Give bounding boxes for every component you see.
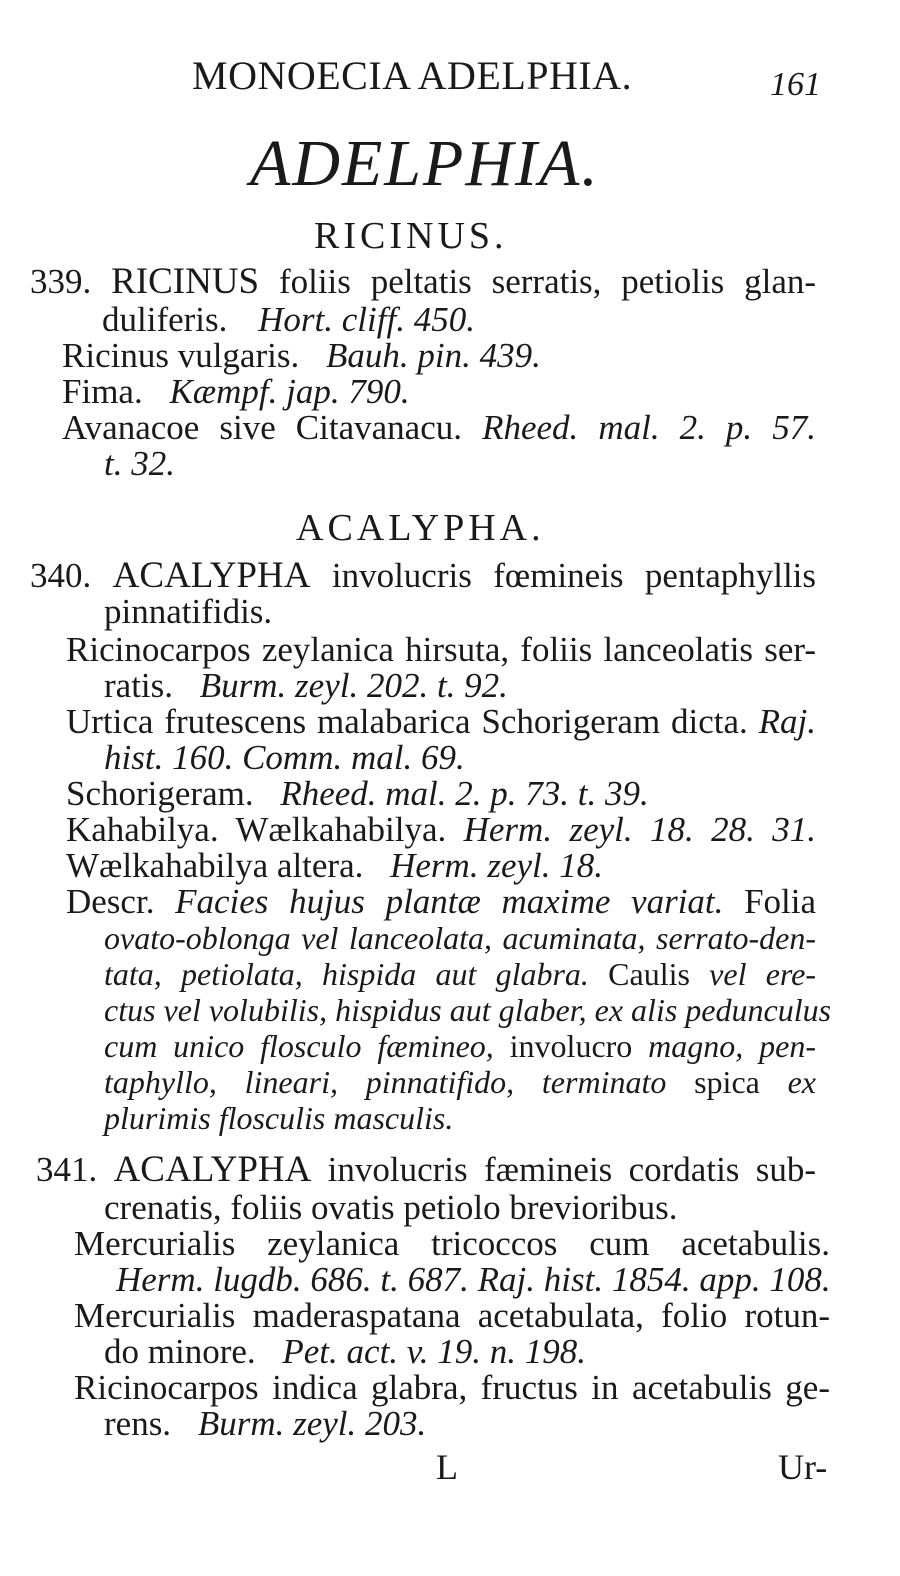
reference-continuation: t. 32. [104,444,175,483]
synonym-name: Wælkahabilya altera. [66,846,364,885]
synonym-line [62,408,816,448]
reference: Kæmpf. jap. 790. [169,372,410,411]
synonym-name: Kahabilya. Wælkahabilya. [66,810,447,849]
description-text: Folia [744,882,817,921]
species-341-line-2: crenatis, foliis ovatis petiolo brevioribus. [104,1188,678,1227]
synonym-line [66,702,816,742]
genus-heading-acalypha: ACALYPHA. [296,507,545,549]
reference: Raj. [758,702,816,741]
species-name: ACALYPHA [112,555,311,596]
species-339-line-2 [102,300,475,340]
catchword: Ur- [778,1447,828,1487]
synonym-line: Mercurialis zeylanica tricoccos cum acetabulis. [74,1224,830,1263]
synonym-name: Ricinus vulgaris. [62,336,300,375]
reference: Rheed. mal. 2. p. 57. [482,408,816,447]
species-number: 340. [30,556,92,595]
class-title: ADELPHIA. [250,127,600,200]
synonym-line: Ricinocarpos indica glabra, fructus in acetabulis ge- [74,1368,830,1407]
synonym-line: Mercurialis maderaspatana acetabulata, folio rotun- [74,1296,830,1335]
description-text: ex [787,1064,816,1100]
reference: Herm. zeyl. 18. 28. 31. [463,810,817,849]
page-number: 161 [770,66,821,103]
species-number: 339. [30,262,92,301]
description-text: cum unico flosculo fæmineo, [104,1028,494,1064]
synonym-line [62,336,541,376]
synonym-line: Ricinocarpos zeylanica hirsuta, foliis lanceolatis ser- [66,630,816,669]
species-number: 341. [36,1150,98,1189]
description-line [66,882,816,922]
description-text: magno, pen- [648,1028,817,1064]
description-text: taphyllo, lineari, pinnatifido, terminato [104,1064,667,1100]
species-339-line-1 [30,262,816,302]
species-diagnosis: involucris fœmineis pentaphyllis [331,556,817,595]
species-341-line-1 [36,1150,816,1190]
species-name: ACALYPHA [113,1149,312,1190]
reference: Burm. zeyl. 202. t. 92. [199,666,508,705]
synonym-line [66,846,603,886]
species-diagnosis: involucris fæmineis cordatis sub- [327,1150,817,1189]
signature-mark: L [436,1447,458,1487]
reference: Rheed. mal. 2. p. 73. t. 39. [280,774,649,813]
reference: Bauh. pin. 439. [325,336,541,375]
species-name: RICINUS [111,261,260,302]
synonym-name: ratis. [104,666,174,705]
synonym-line [104,1332,586,1372]
synonym-line [66,774,649,814]
description-text: Caulis [608,956,690,992]
synonym-name: do minore. [104,1332,256,1371]
reference: Burm. zeyl. 203. [197,1404,427,1443]
genus-heading-ricinus: RICINUS. [314,215,508,257]
species-diagnosis-cont: duliferis. [102,300,228,339]
reference-continuation: hist. 160. Comm. mal. 69. [104,738,465,777]
species-340-line-2: pinnatifidis. [104,592,273,631]
reference: Hort. cliff. 450. [258,300,475,339]
reference: Pet. act. v. 19. n. 198. [282,1332,586,1371]
reference: Herm. zeyl. 18. [390,846,603,885]
species-340-line-1 [30,556,816,596]
synonym-line [104,1404,426,1444]
description-line [104,1062,816,1102]
synonym-name: Urtica frutescens malabarica Schorigeram dicta. [66,702,748,741]
synonym-line [66,810,816,850]
description-label: Descr. [66,882,155,921]
description-line: ovato-oblonga vel lanceolata, acuminata, serrato-den- [104,920,816,956]
description-line [104,1026,816,1066]
description-line [104,954,816,994]
description-line: ctus vel volubilis, hispidus aut glaber, ex alis pedunculus [104,992,832,1028]
description-text: involucro [509,1028,633,1064]
description-line: plurimis flosculis masculis. [104,1100,454,1136]
synonym-name: Fima. [62,372,143,411]
description-text: vel ere- [709,956,817,992]
reference-continuation: Herm. lugdb. 686. t. 687. Raj. hist. 1854. app. 108. [116,1260,831,1299]
synonym-line [62,372,410,412]
description-text: Facies hujus plantæ maxime variat. [175,882,724,921]
synonym-name: Avanacoe sive Citavanacu. [62,408,462,447]
synonym-name: rens. [104,1404,172,1443]
running-head: MONOECIA ADELPHIA. [192,53,633,98]
synonym-line [104,666,508,706]
synonym-name: Schorigeram. [66,774,254,813]
species-diagnosis: foliis peltatis serratis, petiolis glan- [278,262,817,301]
description-text: tata, petiolata, hispida aut glabra. [104,956,589,992]
description-text: spica [694,1064,760,1100]
